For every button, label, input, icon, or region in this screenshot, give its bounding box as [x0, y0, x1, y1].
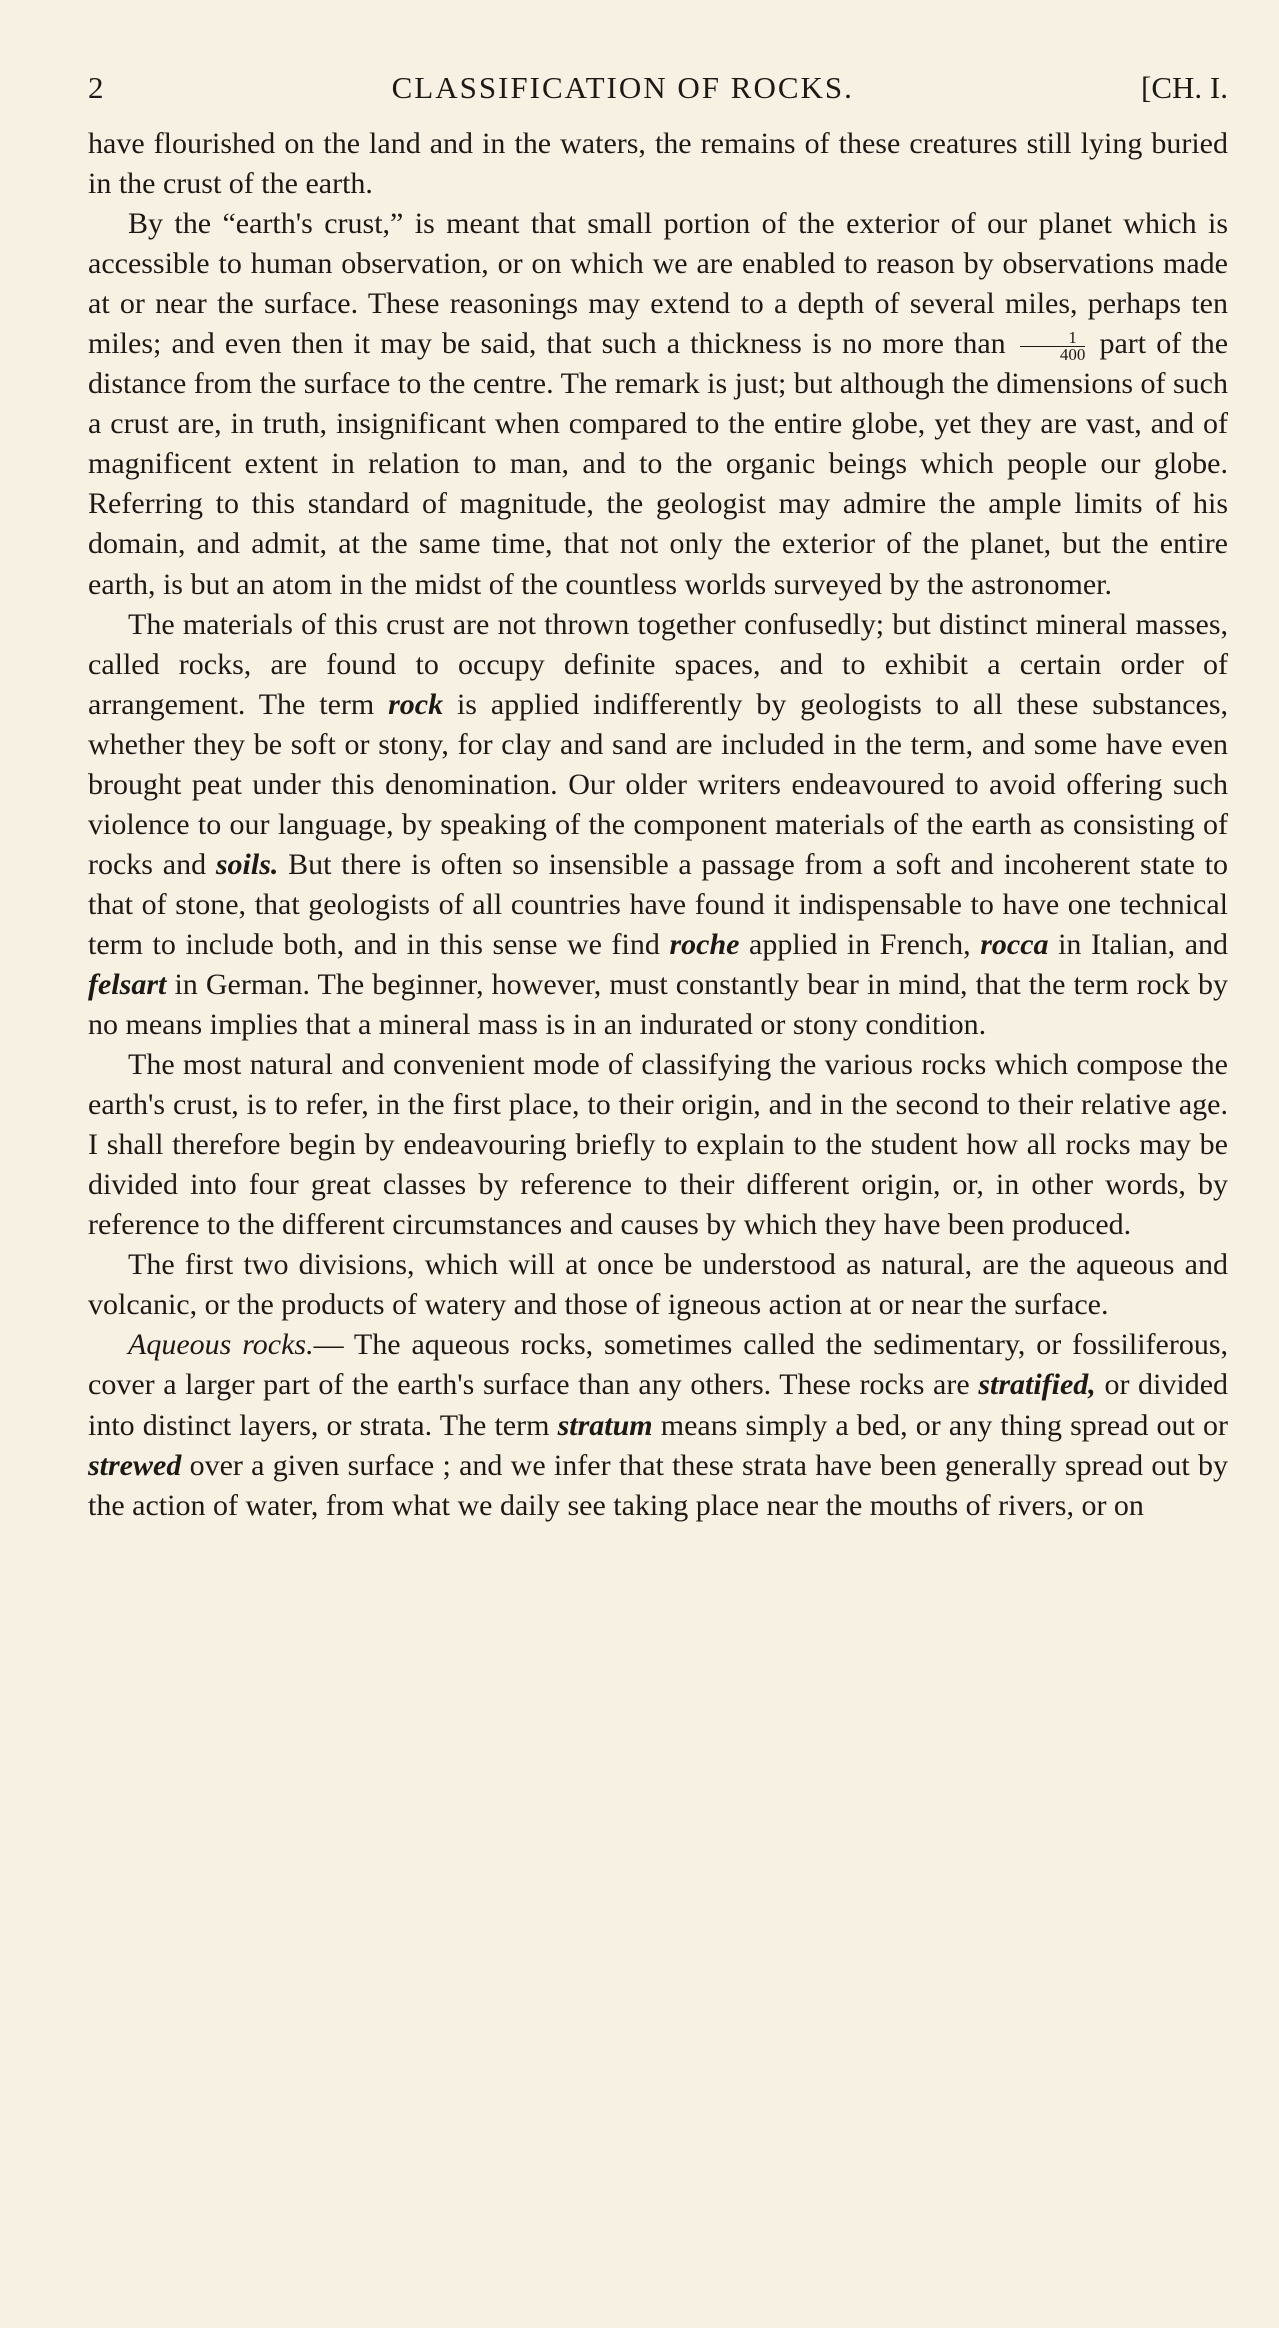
fraction-numerator: 1	[1020, 330, 1086, 347]
paragraph-3-text-a: The materials of this crust are not thrown together confusedly; but distinct mineral masses, called rocks, are found to occupy definite spaces, and to exhibit a certain order of arrangement. The term	[88, 607, 1228, 721]
paragraph-2	[88, 204, 1228, 604]
fraction	[1020, 327, 1086, 364]
paragraph-2-text-b: part of the distance from the surface to the centre. The remark is just; but although the dimensions of such a crust are, in truth, insignificant when compared to the entire globe, yet they are vast, and of magnificent extent in relation to man, and to the organic beings which people our globe. Referring to this standard of magnitude, the geologist may admire the ample limits of his domain, and admit, at the same time, that not only the exterior of the planet, but the entire earth, is but an atom in the midst of the countless worlds surveyed by the astronomer.	[88, 327, 1229, 601]
paragraph-6-text-c: means simply a bed, or any thing spread out or	[660, 1408, 1229, 1442]
page-number: 2	[88, 70, 105, 105]
paragraph-6-text-b: or divided into distinct layers, or strata. The term	[88, 1368, 1229, 1442]
paragraph-3-text-d: applied in French,	[749, 927, 971, 961]
paragraph-1: have flourished on the land and in the waters, the remains of these creatures still lying buried in the crust of the earth.	[88, 127, 1228, 201]
paragraph-3-text-f: in German. The beginner, however, must constantly bear in mind, that the term rock by no means implies that a mineral mass is in an indurated or stony condition.	[88, 967, 1229, 1042]
paragraph-4: The most natural and convenient mode of classifying the various rocks which compose the earth's crust, is to refer, in the first place, to their origin, and in the second to their relative age. I shall therefore begin by endeavouring briefly to explain to the student how all rocks may be divided into four great classes by reference to their different origin, or, in other words, by reference to the different circumstances and causes by which they have been produced.	[88, 1048, 1228, 1242]
paragraph-6	[88, 1325, 1228, 1525]
paragraph-6-text-d: over a given surface ; and we infer that these strata have been generally spread out by the action of water, from what we daily see taking place near the mouths of rivers, or on	[88, 1448, 1228, 1522]
running-title: CLASSIFICATION OF ROCKS.	[391, 70, 854, 105]
italic-term-rock: rock	[388, 687, 444, 721]
book-page	[88, 70, 1228, 1526]
italic-term-stratum: stratum	[557, 1408, 653, 1442]
italic-term-strewed: strewed	[88, 1448, 182, 1482]
italic-term-rocca: rocca	[980, 927, 1049, 961]
fraction-denominator: 400	[1059, 344, 1086, 364]
paragraph-3	[88, 605, 1228, 1046]
italic-term-stratified: stratified,	[978, 1368, 1096, 1402]
paragraph-3-text-e: in Italian, and	[1058, 927, 1229, 961]
italic-term-felsart: felsart	[88, 967, 167, 1001]
paragraph-5: The first two divisions, which will at once be understood as natural, are the aqueous and volcanic, or the products of watery and those of igneous action at or near the surface.	[88, 1248, 1228, 1322]
paragraph-2-text-a: By the “earth's crust,” is meant that small portion of the exterior of our planet which is accessible to human observation, or on which we are enabled to reason by observations made at or near the surface. These reasonings may extend to a depth of several miles, perhaps ten miles; and even then it may be said, that such a thickness is no more than	[88, 207, 1228, 361]
running-head	[88, 70, 1228, 124]
italic-term-soils: soils.	[215, 847, 279, 881]
italic-heading-aqueous-rocks: Aqueous rocks.	[128, 1328, 314, 1362]
italic-term-roche: roche	[669, 927, 740, 961]
paragraph-6-text-a: — The aqueous rocks, sometimes called the sedimentary, or fossiliferous, cover a larger part of the earth's surface than any others. These rocks are	[88, 1328, 1228, 1402]
paragraph-3-text-b: is applied indifferently by geologists to all these substances, whether they be soft or stony, for clay and sand are included in the term, and some have even brought peat under this denomination. Our older writers endeavoured to avoid offering such violence to our language, by speaking of the component materials of the earth as consisting of rocks and	[88, 687, 1229, 881]
paragraph-3-text-c: But there is often so insensible a passage from a soft and incoherent state to that of stone, that geologists of all countries have found it indispensable to have one technical term to include both, and in this sense we find	[88, 847, 1229, 961]
chapter-label: [CH. I.	[1141, 70, 1228, 105]
body-text	[88, 124, 1228, 1526]
